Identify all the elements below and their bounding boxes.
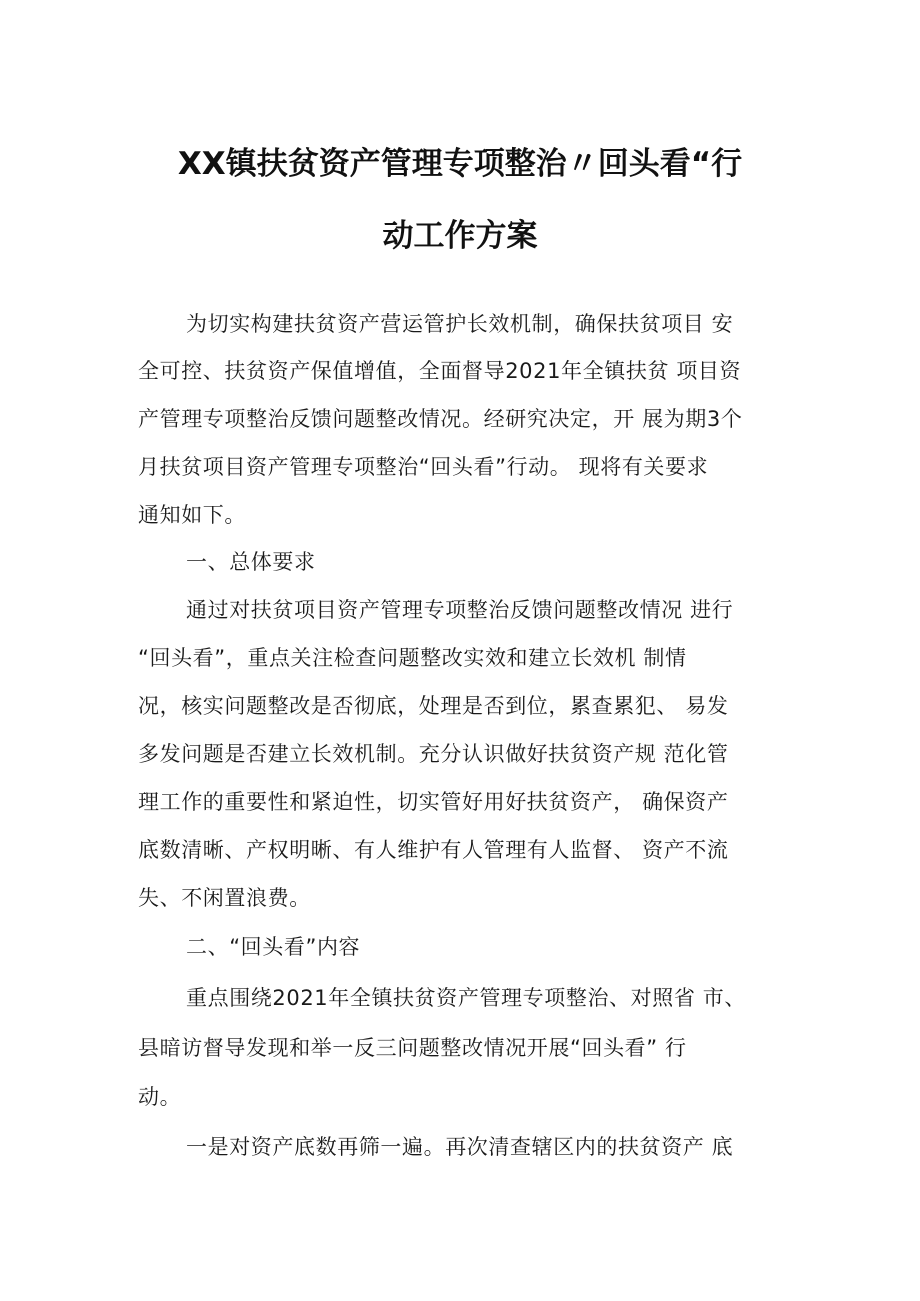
paragraph-line: 通过对扶贫项目资产管理专项整治反馈问题整改情况 进行: [186, 598, 734, 622]
paragraph-line: 底数清晰、产权明晰、有人维护有人管理有人监督、 资产不流: [138, 838, 729, 862]
paragraph-line: 产管理专项整治反馈问题整改情况。经研究决定，开 展为期3个: [138, 407, 743, 431]
paragraph-line: 动。: [138, 1085, 182, 1109]
paragraph-line: 失、不闲置浪费。: [138, 886, 311, 910]
document-title-line-2: 动工作方案: [382, 218, 538, 254]
paragraph-line: 县暗访督导发现和举一反三问题整改情况开展“回头看” 行: [138, 1036, 687, 1060]
document-title-line-1: XX镇扶贫资产管理专项整治〃回头看“行: [177, 146, 743, 182]
paragraph-line: 为切实构建扶贫资产营运管护长效机制，确保扶贫项目 安: [186, 312, 734, 336]
paragraph-line: 月扶贫项目资产管理专项整治“回头看”行动。 现将有关要求: [138, 455, 709, 479]
paragraph-line: 况，核实问题整改是否彻底，处理是否到位，累查累犯、 易发: [138, 694, 729, 718]
paragraph-line: 多发问题是否建立长效机制。充分认识做好扶贫资产规 范化管: [138, 742, 729, 766]
section-heading-2: 二、“回头看”内容: [186, 935, 361, 959]
paragraph-line: 通知如下。: [138, 503, 246, 527]
paragraph-line: 理工作的重要性和紧迫性，切实管好用好扶贫资产， 确保资产: [138, 790, 729, 814]
section-heading-1: 一、总体要求: [186, 550, 316, 574]
paragraph-line: “回头看”，重点关注检查问题整改实效和建立长效机 制情: [138, 646, 687, 670]
paragraph-line: 全可控、扶贫资产保值增值，全面督导2021年全镇扶贫 项目资: [138, 359, 742, 383]
paragraph-line: 重点围绕2021年全镇扶贫资产管理专项整治、对照省 市、: [186, 986, 746, 1010]
paragraph-line: 一是对资产底数再筛一遍。再次清查辖区内的扶贫资产 底: [186, 1135, 734, 1159]
